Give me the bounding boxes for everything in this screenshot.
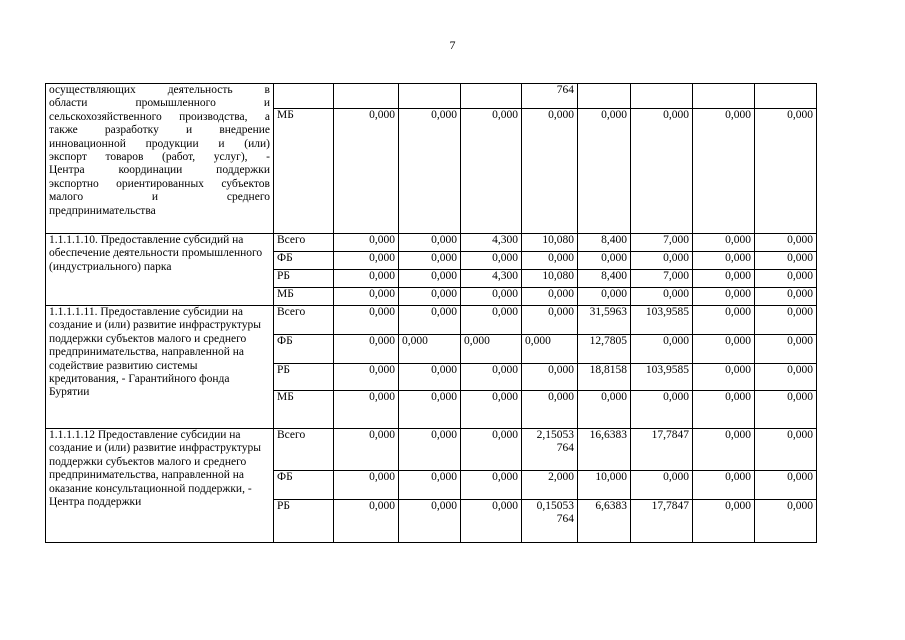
value-cell (755, 84, 817, 109)
value-cell: 0,000 (399, 500, 461, 543)
value-cell (631, 84, 693, 109)
value-cell: 8,400 (578, 234, 631, 252)
value-cell: 0,000 (334, 500, 399, 543)
value-cell: 0,000 (334, 335, 399, 364)
source-cell: МБ (274, 109, 334, 234)
value-cell: 10,080 (522, 234, 578, 252)
value-cell: 2,15053 764 (522, 429, 578, 471)
value-cell: 0,000 (461, 306, 522, 335)
value-cell: 16,6383 (578, 429, 631, 471)
table-row (46, 234, 817, 252)
source-cell: РБ (274, 270, 334, 288)
value-cell (578, 84, 631, 109)
value-cell: 0,000 (399, 109, 461, 234)
table-row (46, 429, 817, 471)
description-line: осуществляющих деятельность в (49, 84, 270, 96)
value-cell: 0,000 (522, 391, 578, 429)
value-cell: 0,000 (631, 335, 693, 364)
value-cell: 0,000 (334, 391, 399, 429)
value-cell: 0,000 (334, 109, 399, 234)
description-line: сельскохозяйственного производства, а (49, 110, 270, 123)
value-cell: 0,000 (578, 109, 631, 234)
value-cell: 4,300 (461, 234, 522, 252)
value-cell: 0,000 (755, 234, 817, 252)
value-cell: 0,000 (461, 471, 522, 500)
value-cell: 0,000 (522, 306, 578, 335)
value-cell: 0,000 (522, 288, 578, 306)
value-cell: 0,000 (631, 252, 693, 270)
value-cell: 0,000 (334, 252, 399, 270)
value-cell: 0,000 (399, 288, 461, 306)
source-cell (274, 84, 334, 109)
value-cell: 0,000 (399, 234, 461, 252)
value-cell: 0,000 (334, 471, 399, 500)
value-cell: 0,000 (399, 429, 461, 471)
value-cell: 0,000 (693, 335, 755, 364)
description-line: также разработку и внедрение (49, 124, 270, 137)
source-cell: РБ (274, 364, 334, 391)
row-description: 1.1.1.1.12 Предоставление субсидии на создание и (или) развитие инфраструктуры поддержки субъектов малого и среднего предпринимательства, направленной на оказание консультационной поддержки, - Центра поддержки (46, 429, 274, 543)
value-cell: 0,000 (461, 429, 522, 471)
row-description (46, 84, 274, 234)
value-cell: 0,000 (399, 364, 461, 391)
value-cell: 0,000 (461, 252, 522, 270)
page-number: 7 (449, 38, 456, 52)
source-cell: Всего (274, 234, 334, 252)
value-cell: 0,000 (755, 364, 817, 391)
value-cell: 0,000 (693, 306, 755, 335)
value-cell (399, 84, 461, 109)
table-row (46, 306, 817, 335)
value-cell: 8,400 (578, 270, 631, 288)
value-cell: 18,8158 (578, 364, 631, 391)
value-cell: 0,000 (399, 391, 461, 429)
value-cell: 0,000 (693, 288, 755, 306)
value-cell: 0,000 (693, 252, 755, 270)
value-cell: 0,000 (631, 288, 693, 306)
value-cell: 0,000 (755, 252, 817, 270)
value-cell: 0,000 (693, 364, 755, 391)
value-cell: 0,000 (461, 364, 522, 391)
description-line: экспорт товаров (работ, услуг), - (49, 151, 270, 164)
value-cell: 0,000 (693, 109, 755, 234)
value-cell: 0,000 (334, 270, 399, 288)
value-cell: 17,7847 (631, 429, 693, 471)
value-cell: 0,000 (755, 288, 817, 306)
value-cell: 12,7805 (578, 335, 631, 364)
value-cell: 0,000 (461, 500, 522, 543)
value-cell (334, 84, 399, 109)
value-cell: 0,000 (334, 429, 399, 471)
value-cell: 0,15053 764 (522, 500, 578, 543)
value-cell: 0,000 (755, 270, 817, 288)
source-cell: РБ (274, 500, 334, 543)
value-cell: 0,000 (578, 252, 631, 270)
value-cell: 17,7847 (631, 500, 693, 543)
value-cell (693, 84, 755, 109)
value-cell: 31,5963 (578, 306, 631, 335)
source-cell: ФБ (274, 252, 334, 270)
value-cell: 0,000 (631, 391, 693, 429)
value-cell: 0,000 (461, 391, 522, 429)
value-cell: 0,000 (399, 270, 461, 288)
value-cell: 10,080 (522, 270, 578, 288)
value-cell: 0,000 (693, 429, 755, 471)
value-cell: 0,000 (578, 288, 631, 306)
value-cell: 764 (522, 84, 578, 109)
value-cell: 0,000 (755, 500, 817, 543)
value-cell: 0,000 (693, 234, 755, 252)
value-cell: 0,000 (399, 252, 461, 270)
value-cell: 0,000 (522, 109, 578, 234)
value-cell: 0,000 (334, 234, 399, 252)
table-row (46, 84, 817, 109)
value-cell: 0,000 (399, 335, 461, 364)
value-cell: 0,000 (461, 288, 522, 306)
description-line: Центра координации поддержки (49, 164, 270, 177)
value-cell: 0,000 (522, 364, 578, 391)
value-cell: 103,9585 (631, 364, 693, 391)
source-cell: ФБ (274, 335, 334, 364)
value-cell: 0,000 (334, 306, 399, 335)
value-cell: 0,000 (693, 391, 755, 429)
value-cell: 4,300 (461, 270, 522, 288)
value-cell: 0,000 (631, 471, 693, 500)
value-cell: 0,000 (399, 471, 461, 500)
value-cell: 0,000 (461, 335, 522, 364)
value-cell: 0,000 (755, 109, 817, 234)
value-cell: 0,000 (755, 391, 817, 429)
value-cell: 10,000 (578, 471, 631, 500)
value-cell (461, 84, 522, 109)
value-cell: 103,9585 (631, 306, 693, 335)
source-cell: Всего (274, 306, 334, 335)
value-cell: 0,000 (334, 364, 399, 391)
source-cell: МБ (274, 391, 334, 429)
value-cell: 2,000 (522, 471, 578, 500)
funding-table (45, 83, 817, 543)
value-cell: 0,000 (334, 288, 399, 306)
value-cell: 0,000 (755, 306, 817, 335)
value-cell: 0,000 (399, 306, 461, 335)
value-cell: 0,000 (755, 471, 817, 500)
value-cell: 0,000 (755, 335, 817, 364)
description-line: экспортно ориентированных субъектов (49, 177, 270, 190)
value-cell: 0,000 (631, 109, 693, 234)
value-cell: 0,000 (693, 471, 755, 500)
description-line: предпринимательства (49, 204, 156, 217)
value-cell: 0,000 (693, 270, 755, 288)
value-cell: 0,000 (693, 500, 755, 543)
value-cell: 6,6383 (578, 500, 631, 543)
source-cell: МБ (274, 288, 334, 306)
row-description: 1.1.1.1.10. Предоставление субсидий на обеспечение деятельности промышленного (индустриального) парка (46, 234, 274, 306)
source-cell: Всего (274, 429, 334, 471)
value-cell: 7,000 (631, 234, 693, 252)
table-body (46, 84, 817, 543)
source-cell: ФБ (274, 471, 334, 500)
description-line: инновационной продукции и (или) (49, 137, 270, 150)
description-line: малого и среднего (49, 191, 270, 204)
value-cell: 7,000 (631, 270, 693, 288)
description-line: области промышленного и (49, 97, 270, 110)
value-cell: 0,000 (522, 252, 578, 270)
value-cell: 0,000 (755, 429, 817, 471)
value-cell: 0,000 (522, 335, 578, 364)
value-cell: 0,000 (461, 109, 522, 234)
row-description: 1.1.1.1.11. Предоставление субсидии на создание и (или) развитие инфраструктуры поддержки субъектов малого и среднего предпринимательства, направленной на содействие развитию системы кредитования, - Гарантийного фонда Бурятии (46, 306, 274, 429)
value-cell: 0,000 (578, 391, 631, 429)
